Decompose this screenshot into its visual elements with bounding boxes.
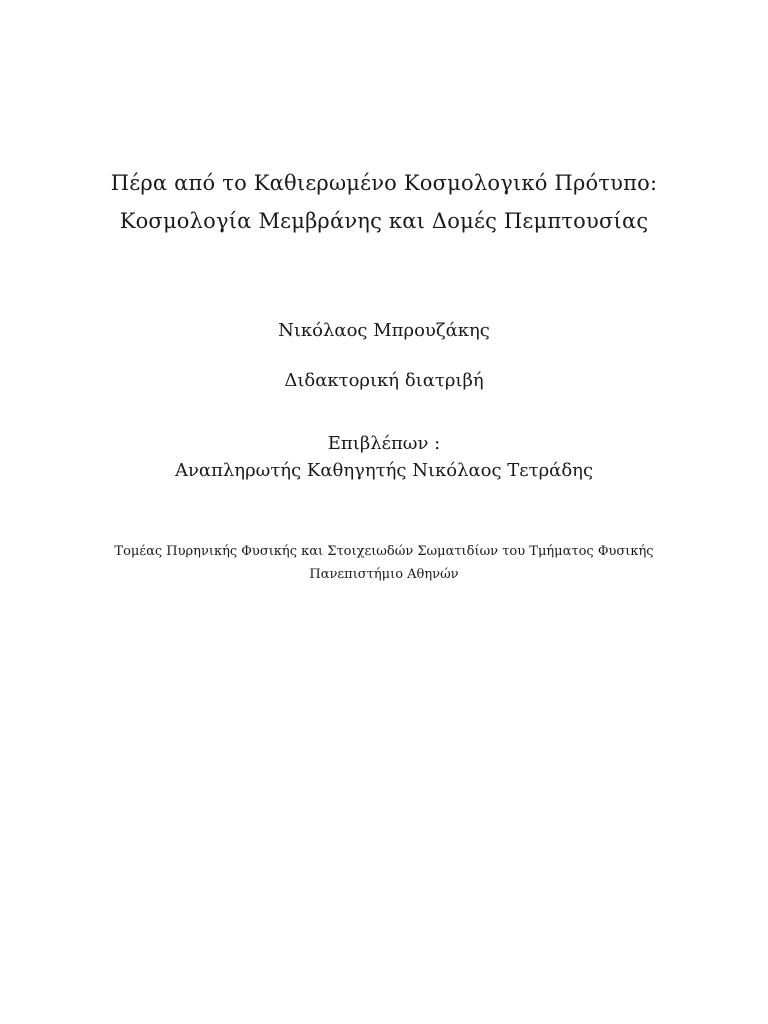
university-name: Πανεπιστήμιο Αθηνών (309, 567, 459, 582)
affiliation-block (0, 540, 768, 586)
thesis-title (0, 164, 768, 240)
supervisor-name: Αναπληρωτής Καθηγητής Νικόλαος Τετράδης (174, 460, 594, 481)
title-line-1: Πέρα από το Καθιερωμένο Κοσμολογικό Πρότυπο: (110, 171, 658, 195)
supervisor-block (0, 430, 768, 484)
thesis-type: Διδακτορική διατριβή (284, 370, 484, 391)
title-line-2: Κοσμολογία Μεμβράνης και Δομές Πεμπτουσίας (119, 209, 649, 233)
supervisor-label: Επιβλέπων : (327, 433, 441, 454)
author-name: Νικόλαος Μπρουζάκης (278, 320, 490, 341)
department-name: Τομέας Πυρηνικής Φυσικής και Στοιχειωδών Σωματιδίων του Τμήματος Φυσικής (114, 544, 654, 559)
